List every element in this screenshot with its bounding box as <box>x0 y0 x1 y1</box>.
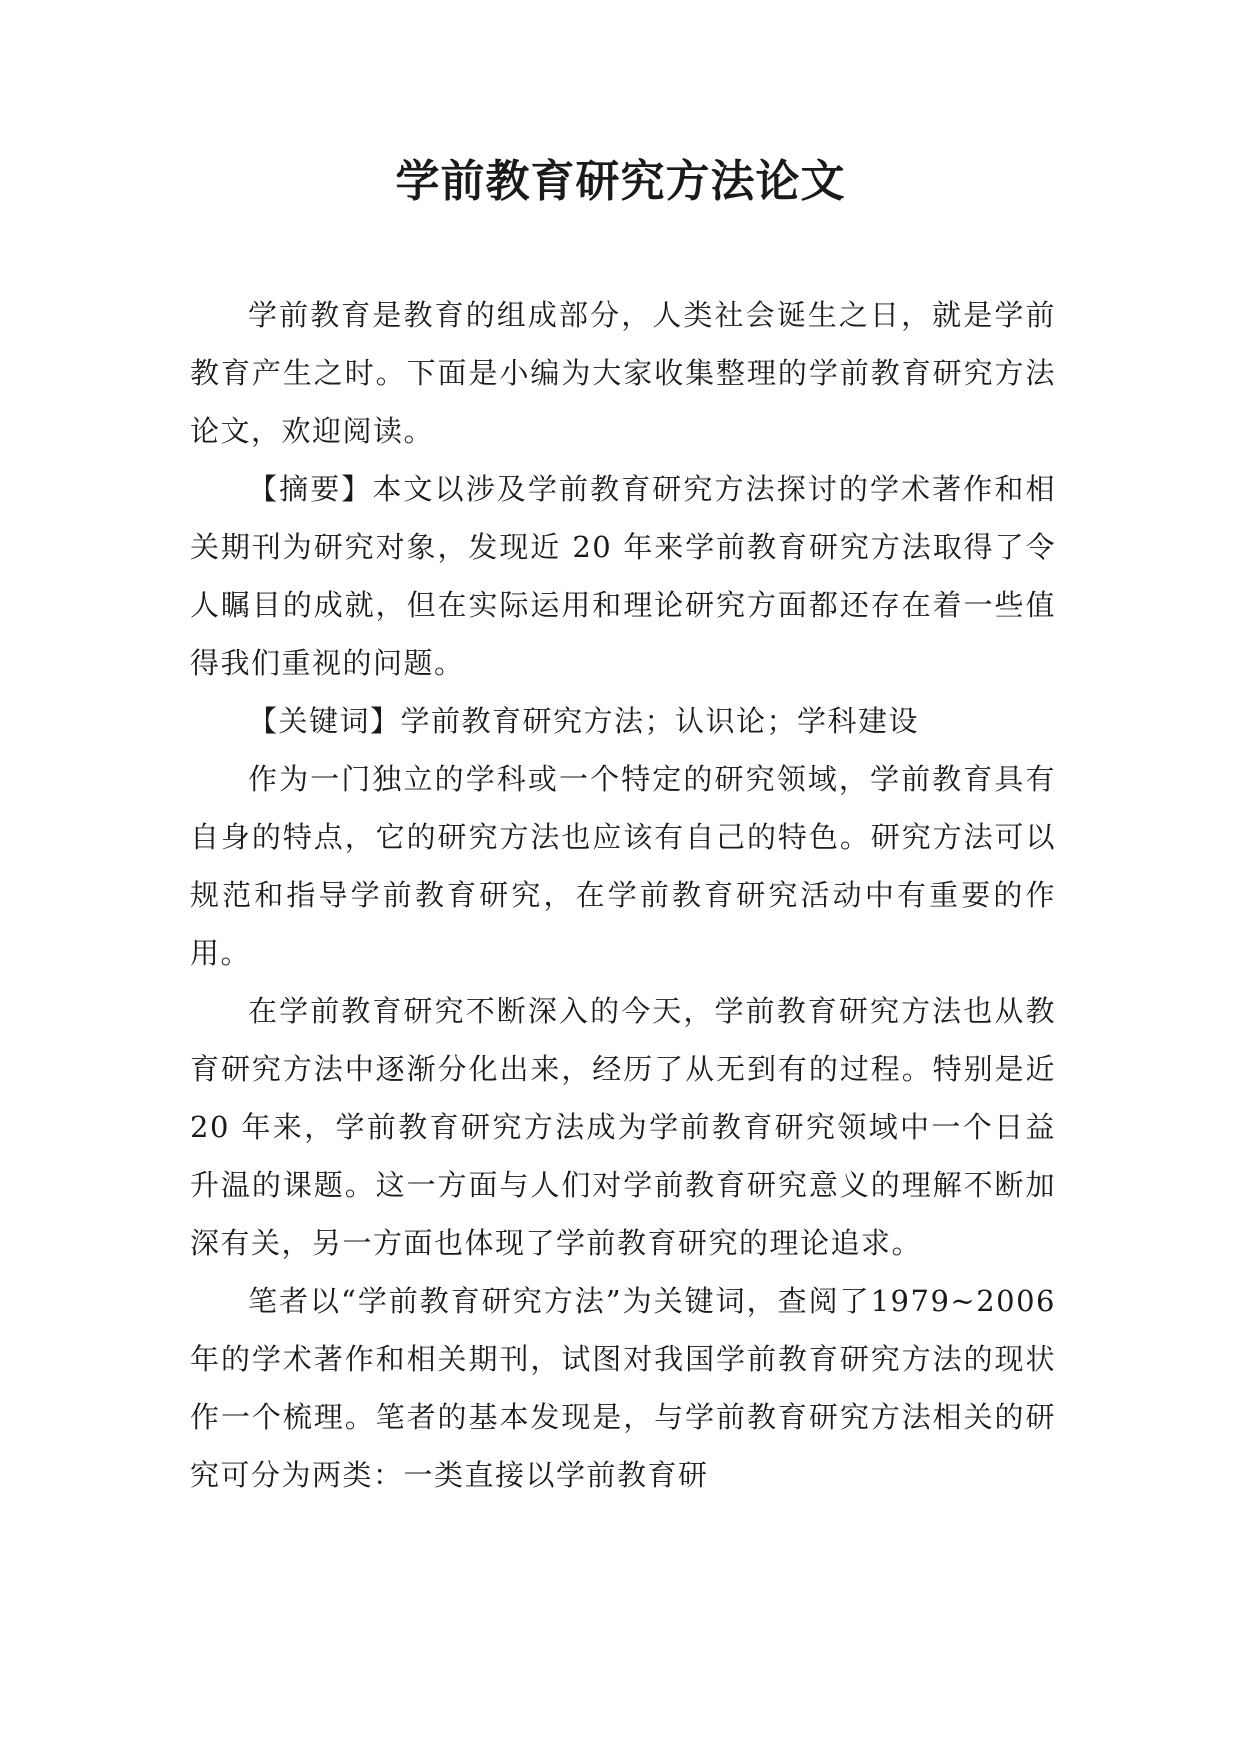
paragraph-abstract: 【摘要】本文以涉及学前教育研究方法探讨的学术著作和相关期刊为研究对象，发现近 20 年来学前教育研究方法取得了令人瞩目的成就，但在实际运用和理论研究方面都还存在着一些值得我们重视的问题。 <box>190 472 1056 680</box>
paragraph-body-3: 笔者以“学前教育研究方法”为关键词，查阅了1979~2006 年的学术著作和相关期刊，试图对我国学前教育研究方法的现状作一个梳理。笔者的基本发现是，与学前教育研究方法相关的研究可分为两类：一类直接以学前教育研 <box>190 1284 1056 1492</box>
paragraph-intro: 学前教育是教育的组成部分，人类社会诞生之日，就是学前教育产生之时。下面是小编为大家收集整理的学前教育研究方法论文，欢迎阅读。 <box>190 298 1056 448</box>
paragraph-body-1: 作为一门独立的学科或一个特定的研究领域，学前教育具有自身的特点，它的研究方法也应该有自己的特色。研究方法可以规范和指导学前教育研究，在学前教育研究活动中有重要的作用。 <box>190 762 1056 970</box>
paragraph-body-2: 在学前教育研究不断深入的今天，学前教育研究方法也从教育研究方法中逐渐分化出来，经历了从无到有的过程。特别是近 20 年来，学前教育研究方法成为学前教育研究领域中一个日益升温的课题。这一方面与人们对学前教育研究意义的理解不断加深有关，另一方面也体现了学前教育研究的理论追求。 <box>190 994 1056 1260</box>
document-title: 学前教育研究方法论文 <box>395 156 846 207</box>
document-body <box>190 286 1056 1504</box>
paragraph-keywords: 【关键词】学前教育研究方法；认识论；学科建设 <box>248 704 920 738</box>
